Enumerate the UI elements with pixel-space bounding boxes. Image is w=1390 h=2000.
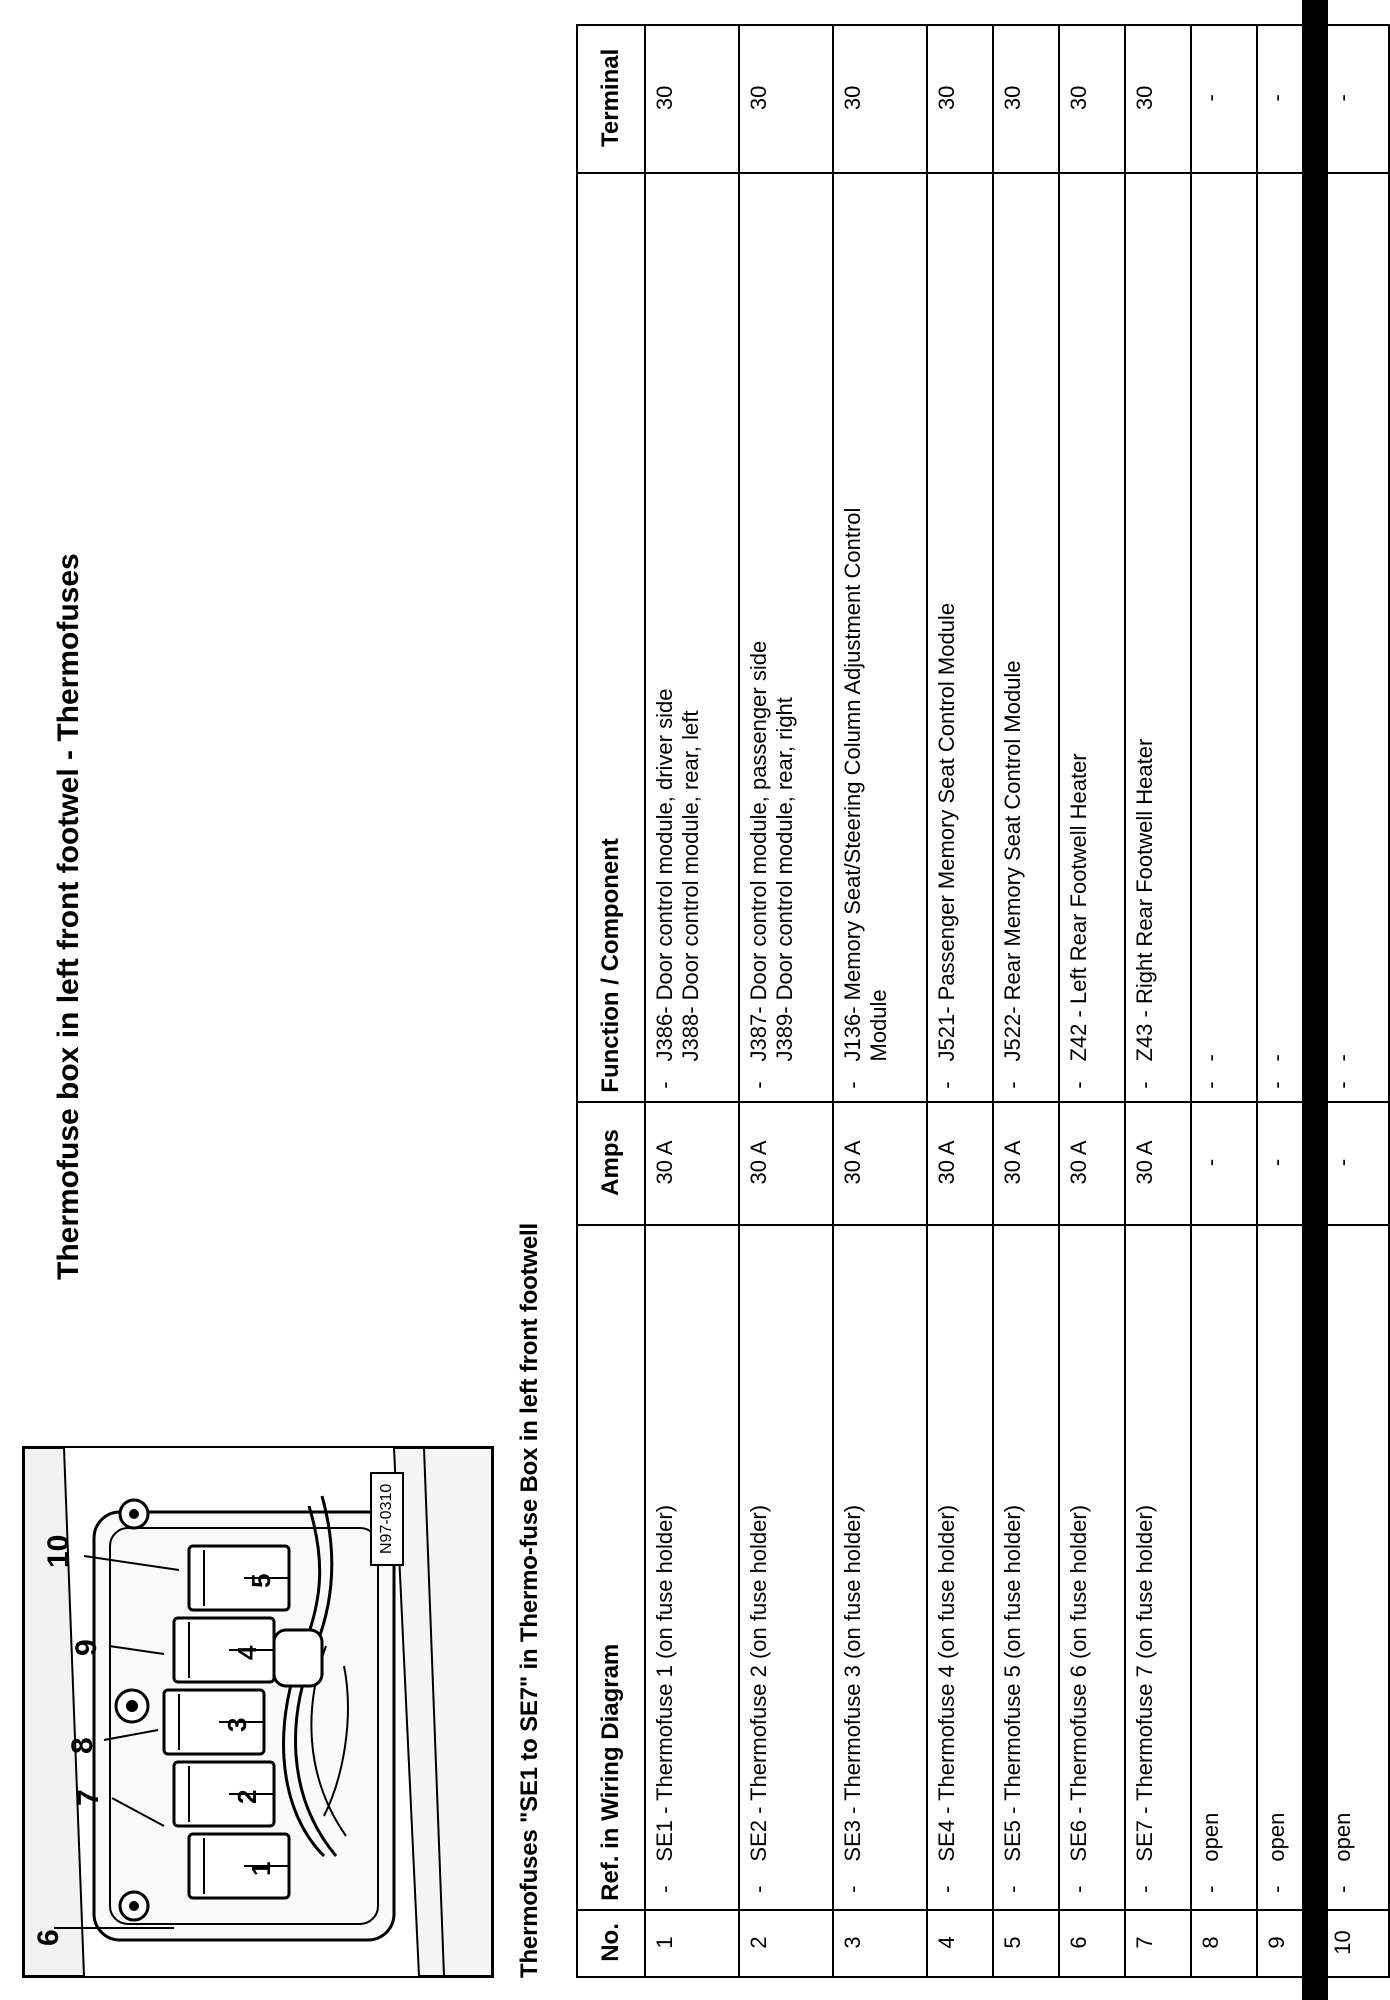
cell-no: 10 xyxy=(1323,1910,1389,1977)
cell-dash: - xyxy=(739,1870,833,1910)
cell-amps: - xyxy=(1323,1102,1389,1226)
cell-dash: - xyxy=(1059,1870,1125,1910)
cell-function xyxy=(1323,173,1389,1070)
cell-function-dash: - xyxy=(993,1070,1059,1102)
cell-ref: SE4 - Thermofuse 4 (on fuse holder) xyxy=(927,1225,993,1869)
header-amps: Amps xyxy=(577,1102,645,1226)
cell-function-dash: - xyxy=(1191,1070,1257,1102)
fuse-label-3: 3 xyxy=(222,1717,252,1732)
function-line: Module xyxy=(866,989,891,1062)
cell-ref: SE3 - Thermofuse 3 (on fuse holder) xyxy=(833,1225,927,1869)
table-row xyxy=(739,25,833,1977)
cell-terminal: 30 xyxy=(645,25,739,173)
cell-terminal: - xyxy=(1323,25,1389,173)
cell-no: 9 xyxy=(1257,1910,1323,1977)
cell-terminal: 30 xyxy=(1125,25,1191,173)
fuse-label-1: 1 xyxy=(246,1861,276,1876)
cell-dash: - xyxy=(1257,1870,1323,1910)
cell-function xyxy=(833,173,927,1070)
function-line: J389- Door control module, rear, right xyxy=(772,697,797,1062)
cell-function-dash: - xyxy=(739,1070,833,1102)
cell-ref: open xyxy=(1257,1225,1323,1869)
cell-terminal: 30 xyxy=(739,25,833,173)
cell-amps: 30 A xyxy=(739,1102,833,1226)
cell-dash: - xyxy=(993,1870,1059,1910)
cell-function xyxy=(1059,173,1125,1070)
thermofuse-table xyxy=(576,24,1390,1978)
callout-6: 6 xyxy=(32,1929,65,1946)
cell-function-dash: - xyxy=(1257,1070,1323,1102)
fuse-label-2: 2 xyxy=(232,1789,262,1804)
function-line: Z43 - Right Rear Footwell Heater xyxy=(1132,738,1157,1062)
cell-amps: 30 A xyxy=(645,1102,739,1226)
cell-no: 6 xyxy=(1059,1910,1125,1977)
cell-terminal: 30 xyxy=(993,25,1059,173)
cell-no: 8 xyxy=(1191,1910,1257,1977)
cell-dash: - xyxy=(1323,1870,1389,1910)
cell-dash: - xyxy=(833,1870,927,1910)
cell-no: 1 xyxy=(645,1910,739,1977)
cell-function-dash: - xyxy=(927,1070,993,1102)
header-terminal: Terminal xyxy=(577,25,645,173)
cell-amps: - xyxy=(1257,1102,1323,1226)
fuse-box-illustration xyxy=(24,1448,492,1976)
cell-amps: 30 A xyxy=(993,1102,1059,1226)
function-line: J386- Door control module, driver side xyxy=(652,688,677,1062)
callout-10: 10 xyxy=(42,1534,75,1568)
cell-function xyxy=(1257,173,1323,1070)
cell-function xyxy=(739,173,833,1070)
cell-ref: SE1 - Thermofuse 1 (on fuse holder) xyxy=(645,1225,739,1869)
table-row xyxy=(833,25,927,1977)
cell-function-dash: - xyxy=(833,1070,927,1102)
cell-function xyxy=(645,173,739,1070)
figure-ref-code: N97-0310 xyxy=(370,1472,404,1566)
cell-function-dash: - xyxy=(1323,1070,1389,1102)
table-row xyxy=(1323,25,1389,1977)
cell-ref: SE6 - Thermofuse 6 (on fuse holder) xyxy=(1059,1225,1125,1869)
fuse-label-4: 4 xyxy=(232,1645,262,1660)
cell-amps: 30 A xyxy=(1059,1102,1125,1226)
table-row xyxy=(1191,25,1257,1977)
cell-dash: - xyxy=(1191,1870,1257,1910)
table-row xyxy=(645,25,739,1977)
cell-terminal: 30 xyxy=(1059,25,1125,173)
cell-function-dash: - xyxy=(1125,1070,1191,1102)
cell-function-dash: - xyxy=(1059,1070,1125,1102)
cell-no: 5 xyxy=(993,1910,1059,1977)
cell-amps: 30 A xyxy=(833,1102,927,1226)
function-line: Z42 - Left Rear Footwell Heater xyxy=(1066,753,1091,1062)
cell-ref: SE7 - Thermofuse 7 (on fuse holder) xyxy=(1125,1225,1191,1869)
header-ref: Ref. in Wiring Diagram xyxy=(577,1225,645,1910)
cell-terminal: - xyxy=(1257,25,1323,173)
cell-dash: - xyxy=(1125,1870,1191,1910)
page-title: Thermofuse box in left front footwel - Thermofuses xyxy=(52,553,85,1280)
cell-no: 4 xyxy=(927,1910,993,1977)
fuse-box-figure xyxy=(22,1446,494,1978)
cell-amps: 30 A xyxy=(927,1102,993,1226)
cell-ref: open xyxy=(1323,1225,1389,1869)
cell-function xyxy=(1191,173,1257,1070)
fuse-label-5: 5 xyxy=(246,1573,276,1588)
cell-terminal: 30 xyxy=(927,25,993,173)
cell-function xyxy=(993,173,1059,1070)
figure-caption: Thermofuses "SE1 to SE7" in Thermo-fuse Box in left front footwell xyxy=(516,1223,543,1978)
cell-amps: 30 A xyxy=(1125,1102,1191,1226)
cell-ref: SE5 - Thermofuse 5 (on fuse holder) xyxy=(993,1225,1059,1869)
table-row xyxy=(1125,25,1191,1977)
function-line: - xyxy=(1264,1054,1289,1062)
cell-ref: SE2 - Thermofuse 2 (on fuse holder) xyxy=(739,1225,833,1869)
cell-no: 3 xyxy=(833,1910,927,1977)
header-function: Function / Component xyxy=(577,173,645,1102)
function-line: - xyxy=(1330,1054,1355,1062)
header-no: No. xyxy=(577,1910,645,1977)
table-header-row xyxy=(577,25,645,1977)
table-row xyxy=(993,25,1059,1977)
cell-terminal: - xyxy=(1191,25,1257,173)
cell-dash: - xyxy=(927,1870,993,1910)
function-line: J136- Memory Seat/Steering Column Adjustment Control xyxy=(840,507,865,1062)
cell-amps: - xyxy=(1191,1102,1257,1226)
function-line: J387- Door control module, passenger side xyxy=(746,640,771,1062)
function-line: - xyxy=(1198,1054,1223,1062)
function-line: J388- Door control module, rear, left xyxy=(678,710,703,1062)
function-line: J522- Rear Memory Seat Control Module xyxy=(1000,660,1025,1062)
cell-function-dash: - xyxy=(645,1070,739,1102)
callout-8: 8 xyxy=(66,1737,99,1754)
cell-function xyxy=(1125,173,1191,1070)
table-row xyxy=(1257,25,1323,1977)
cell-dash: - xyxy=(645,1870,739,1910)
callout-9: 9 xyxy=(70,1639,103,1656)
cell-no: 7 xyxy=(1125,1910,1191,1977)
table-row xyxy=(1059,25,1125,1977)
callout-7: 7 xyxy=(72,1789,105,1806)
cell-ref: open xyxy=(1191,1225,1257,1869)
cell-no: 2 xyxy=(739,1910,833,1977)
function-line: J521- Passenger Memory Seat Control Module xyxy=(934,602,959,1062)
table-row xyxy=(927,25,993,1977)
cell-terminal: 30 xyxy=(833,25,927,173)
cell-function xyxy=(927,173,993,1070)
